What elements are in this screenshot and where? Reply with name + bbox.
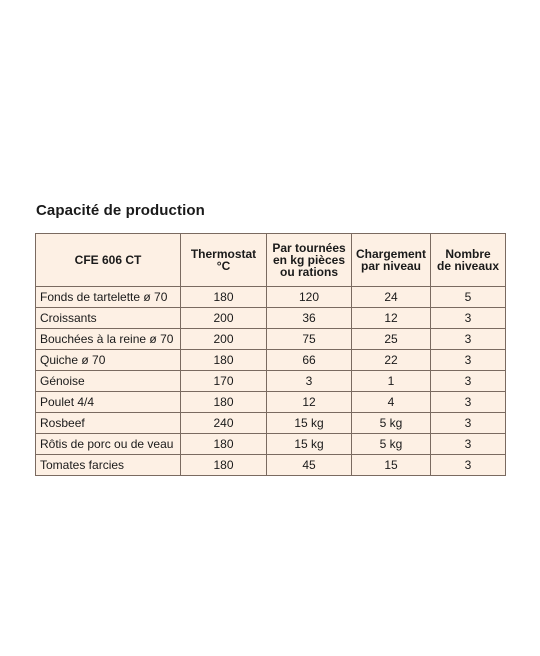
batch-value: 15 kg xyxy=(267,434,352,455)
load-value: 12 xyxy=(352,308,431,329)
levels-value: 3 xyxy=(431,455,506,476)
product-name: Fonds de tartelette ø 70 xyxy=(36,287,181,308)
load-value: 5 kg xyxy=(352,434,431,455)
table-row xyxy=(36,287,506,308)
table-row xyxy=(36,434,506,455)
load-value: 22 xyxy=(352,350,431,371)
thermostat-value: 180 xyxy=(181,455,267,476)
load-value: 1 xyxy=(352,371,431,392)
product-name: Rosbeef xyxy=(36,413,181,434)
load-value: 5 kg xyxy=(352,413,431,434)
product-name: Tomates farcies xyxy=(36,455,181,476)
thermostat-value: 180 xyxy=(181,434,267,455)
thermostat-value: 180 xyxy=(181,392,267,413)
table-row xyxy=(36,308,506,329)
levels-value: 3 xyxy=(431,413,506,434)
header-per-batch: Par tournées en kg pièces ou rations xyxy=(267,234,352,287)
batch-value: 66 xyxy=(267,350,352,371)
batch-value: 12 xyxy=(267,392,352,413)
header-number-of-levels: Nombre de niveaux xyxy=(431,234,506,287)
header-load-per-level: Chargement par niveau xyxy=(352,234,431,287)
batch-value: 15 kg xyxy=(267,413,352,434)
batch-value: 36 xyxy=(267,308,352,329)
levels-value: 5 xyxy=(431,287,506,308)
production-capacity-table xyxy=(35,233,506,476)
product-name: Génoise xyxy=(36,371,181,392)
levels-value: 3 xyxy=(431,434,506,455)
header-thermostat: Thermostat °C xyxy=(181,234,267,287)
load-value: 24 xyxy=(352,287,431,308)
load-value: 25 xyxy=(352,329,431,350)
load-value: 4 xyxy=(352,392,431,413)
batch-value: 75 xyxy=(267,329,352,350)
thermostat-value: 170 xyxy=(181,371,267,392)
levels-value: 3 xyxy=(431,329,506,350)
thermostat-value: 180 xyxy=(181,350,267,371)
header-model: CFE 606 CT xyxy=(36,234,181,287)
batch-value: 120 xyxy=(267,287,352,308)
product-name: Poulet 4/4 xyxy=(36,392,181,413)
batch-value: 45 xyxy=(267,455,352,476)
section-title: Capacité de production xyxy=(36,202,205,219)
batch-value: 3 xyxy=(267,371,352,392)
table-row xyxy=(36,350,506,371)
load-value: 15 xyxy=(352,455,431,476)
levels-value: 3 xyxy=(431,371,506,392)
product-name: Croissants xyxy=(36,308,181,329)
table-row xyxy=(36,392,506,413)
thermostat-value: 240 xyxy=(181,413,267,434)
thermostat-value: 180 xyxy=(181,287,267,308)
thermostat-value: 200 xyxy=(181,329,267,350)
levels-value: 3 xyxy=(431,308,506,329)
table-header-row xyxy=(36,234,506,287)
levels-value: 3 xyxy=(431,392,506,413)
product-name: Rôtis de porc ou de veau xyxy=(36,434,181,455)
thermostat-value: 200 xyxy=(181,308,267,329)
product-name: Quiche ø 70 xyxy=(36,350,181,371)
table-row xyxy=(36,455,506,476)
table-row xyxy=(36,413,506,434)
levels-value: 3 xyxy=(431,350,506,371)
product-name: Bouchées à la reine ø 70 xyxy=(36,329,181,350)
table-row xyxy=(36,329,506,350)
table-row xyxy=(36,371,506,392)
